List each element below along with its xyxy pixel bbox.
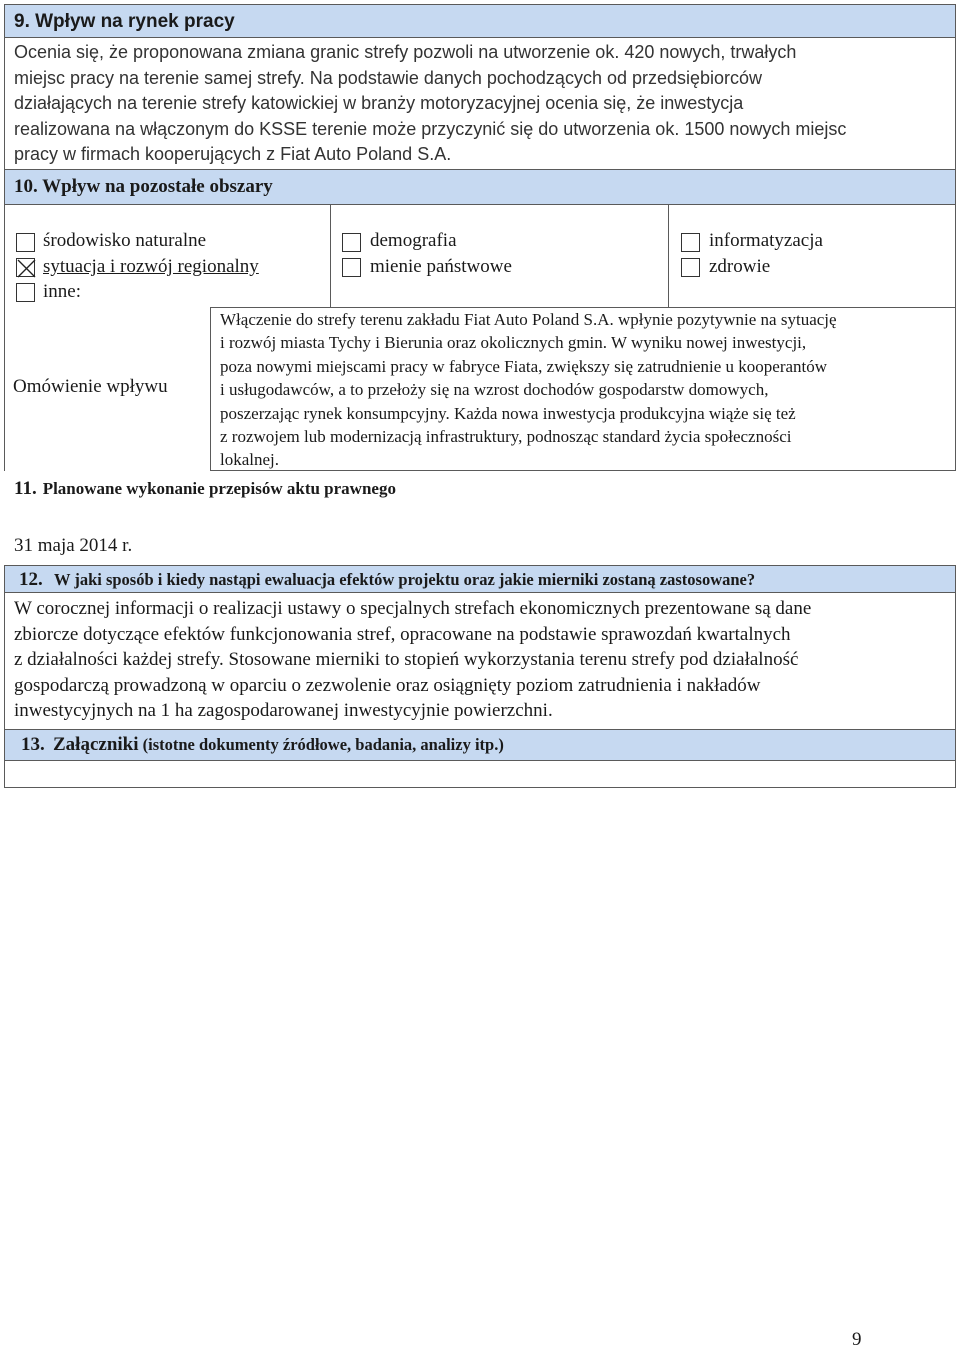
text-line: gospodarczą prowadzoną w oparciu o zezwolenie oraz osiągnięty poziom zatrudnienia i nakładów	[14, 674, 761, 696]
text-line: lokalnej.	[220, 450, 280, 470]
checkbox-label: inne:	[43, 281, 81, 302]
text-line: inwestycyjnych na 1 ha zagospodarowanej inwestycyjnie powierzchni.	[14, 700, 553, 721]
text-line: i rozwój miasta Tychy i Bierunia oraz okolicznych gmin. W wyniku nowej inwestycji,	[220, 333, 807, 353]
section-13-title	[53, 734, 504, 756]
checkbox-label: mienie państwowe	[370, 256, 512, 277]
text-line: miejsc pracy na terenie samej strefy. Na podstawie danych pochodzących od przedsiębiorców	[14, 67, 763, 88]
section-9-header	[4, 4, 956, 38]
checkbox-inne[interactable]	[16, 283, 35, 302]
text-line: realizowana na włączonym do KSSE terenie może przyczynić się do utworzenia ok. 1500 nowych miejsc	[14, 118, 847, 139]
text-line: działających na terenie strefy katowickiej w branży motoryzacyjnej ocenia się, że inwestycja	[14, 93, 744, 113]
divider	[668, 204, 669, 307]
checkmark-x-icon	[17, 259, 36, 278]
divider	[330, 204, 331, 307]
checkbox-srodowisko[interactable]	[16, 233, 35, 252]
text-line: pracy w firmach kooperujących z Fiat Auto Poland S.A.	[14, 144, 452, 164]
section-9-title: 9. Wpływ na rynek pracy	[14, 11, 235, 32]
checkbox-label: informatyzacja	[709, 230, 823, 251]
text-line: Ocenia się, że proponowana zmiana granic strefy pozwoli na utworzenie ok. 420 nowych, trwałych	[14, 42, 797, 62]
section-12-title: W jaki sposób i kiedy nastąpi ewaluacja efektów projektu oraz jakie mierniki zostaną zastosowane?	[54, 570, 756, 589]
section-13-title-rest: (istotne dokumenty źródłowe, badania, analizy itp.)	[138, 735, 504, 754]
section-13-title-bold: Załączniki	[53, 734, 139, 755]
checkbox-sytuacja-regionalna[interactable]	[16, 258, 35, 277]
section-11-header	[14, 478, 396, 500]
text-line: poza nowymi miejscami pracy w fabryce Fiata, zwiększy się zatrudnienie u kooperantów	[220, 356, 828, 376]
impact-label: Omówienie wpływu	[13, 376, 168, 397]
checkbox-mienie-panstwowe[interactable]	[342, 258, 361, 277]
checkbox-zdrowie[interactable]	[681, 258, 700, 277]
section-13-number: 13.	[21, 734, 45, 755]
section-11-value: 31 maja 2014 r.	[14, 535, 133, 556]
text-line: poszerzając rynek konsumpcyjny. Każda nowa inwestycja produkcyjna wiąże się też	[220, 403, 796, 423]
text-line: zbiorcze dotyczące efektów funkcjonowania stref, opracowane na podstawie sprawozdań kwartalnych	[14, 623, 791, 645]
section-10-title: 10. Wpływ na pozostałe obszary	[14, 176, 273, 197]
checkbox-label: zdrowie	[709, 256, 771, 277]
checkbox-label: demografia	[370, 230, 457, 251]
text-line: z rozwojem lub modernizacją infrastruktury, podnosząc standard życia społeczności	[220, 427, 792, 447]
divider	[210, 307, 211, 471]
checkbox-informatyzacja[interactable]	[681, 233, 700, 252]
section-12-header	[4, 565, 956, 593]
section-11-title: Planowane wykonanie przepisów aktu prawnego	[42, 479, 396, 498]
checkbox-label: środowisko naturalne	[43, 230, 207, 251]
section-12-number: 12.	[19, 569, 43, 590]
section-11-number: 11.	[14, 478, 37, 499]
text-line: z działalności każdej strefy. Stosowane mierniki to stopień wykorzystania terenu strefy pod działalność	[14, 649, 799, 670]
text-line: W corocznej informacji o realizacji ustawy o specjalnych strefach ekonomicznych prezentowane są dane	[14, 598, 812, 619]
section-12-text	[14, 596, 946, 724]
section-13-header	[4, 729, 956, 761]
section-10-header	[4, 169, 956, 205]
impact-text	[220, 308, 946, 472]
page-number: 9	[852, 1329, 862, 1350]
text-line: Włączenie do strefy terenu zakładu Fiat Auto Poland S.A. wpłynie pozytywnie na sytuację	[220, 310, 837, 329]
section-9-text	[14, 40, 946, 168]
checkbox-demografia[interactable]	[342, 233, 361, 252]
section-13-body[interactable]	[4, 760, 956, 788]
checkbox-label: sytuacja i rozwój regionalny	[43, 256, 259, 277]
text-line: i usługodawców, a to przełoży się na wzrost dochodów gospodarstw domowych,	[220, 380, 769, 400]
